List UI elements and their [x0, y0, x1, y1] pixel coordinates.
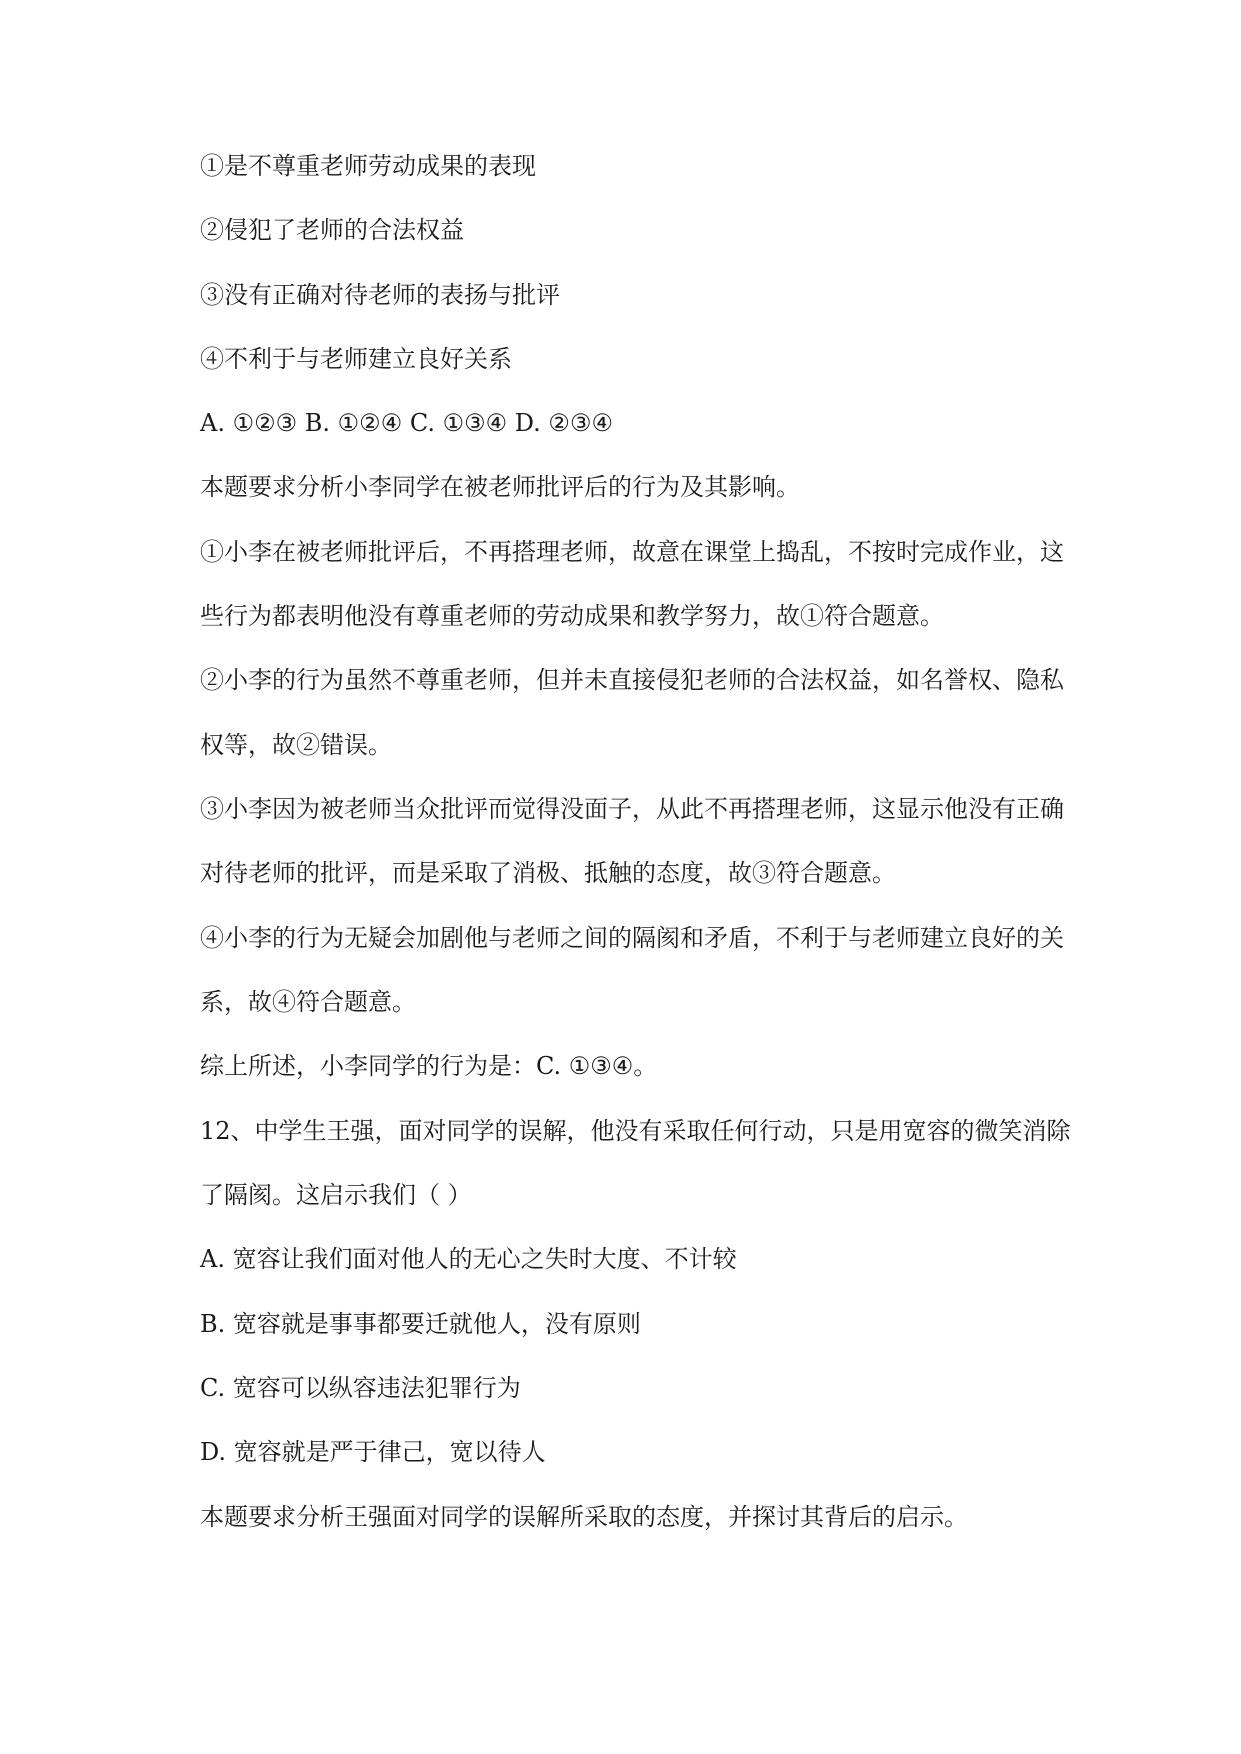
statement-1: ①是不尊重老师劳动成果的表现 — [200, 152, 536, 180]
analysis-2-line-2: 权等，故②错误。 — [200, 731, 392, 759]
question-12-line-2: 了隔阂。这启示我们（ ） — [200, 1181, 472, 1209]
analysis-1-line-1: ①小李在被老师批评后，不再搭理老师，故意在课堂上捣乱，不按时完成作业，这 — [200, 538, 1064, 566]
analysis-intro: 本题要求分析小李同学在被老师批评后的行为及其影响。 — [200, 473, 800, 501]
statement-2: ②侵犯了老师的合法权益 — [200, 216, 464, 244]
statement-4: ④不利于与老师建立良好关系 — [200, 345, 512, 373]
question-12-option-c: C. 宽容可以纵容违法犯罪行为 — [200, 1374, 521, 1402]
question-12-option-a: A. 宽容让我们面对他人的无心之失时大度、不计较 — [200, 1245, 737, 1273]
statement-3: ③没有正确对待老师的表扬与批评 — [200, 281, 560, 309]
analysis-2-line-1: ②小李的行为虽然不尊重老师，但并未直接侵犯老师的合法权益，如名誉权、隐私 — [200, 666, 1064, 694]
analysis-conclusion: 综上所述，小李同学的行为是：C. ①③④。 — [200, 1052, 658, 1080]
analysis-4-line-1: ④小李的行为无疑会加剧他与老师之间的隔阂和矛盾，不利于与老师建立良好的关 — [200, 924, 1064, 952]
analysis-3-line-1: ③小李因为被老师当众批评而觉得没面子，从此不再搭理老师，这显示他没有正确 — [200, 795, 1064, 823]
analysis-3-line-2: 对待老师的批评，而是采取了消极、抵触的态度，故③符合题意。 — [200, 859, 896, 887]
answer-options: A. ①②③ B. ①②④ C. ①③④ D. ②③④ — [200, 409, 613, 437]
question-12-line-1: 12、中学生王强，面对同学的误解，他没有采取任何行动，只是用宽容的微笑消除 — [200, 1117, 1071, 1145]
question-12-option-b: B. 宽容就是事事都要迁就他人，没有原则 — [200, 1310, 641, 1338]
analysis-1-line-2: 些行为都表明他没有尊重老师的劳动成果和教学努力，故①符合题意。 — [200, 602, 944, 630]
question-12-analysis-intro: 本题要求分析王强面对同学的误解所采取的态度，并探讨其背后的启示。 — [200, 1503, 968, 1531]
question-12-option-d: D. 宽容就是严于律己，宽以待人 — [200, 1438, 546, 1466]
analysis-4-line-2: 系，故④符合题意。 — [200, 988, 416, 1016]
